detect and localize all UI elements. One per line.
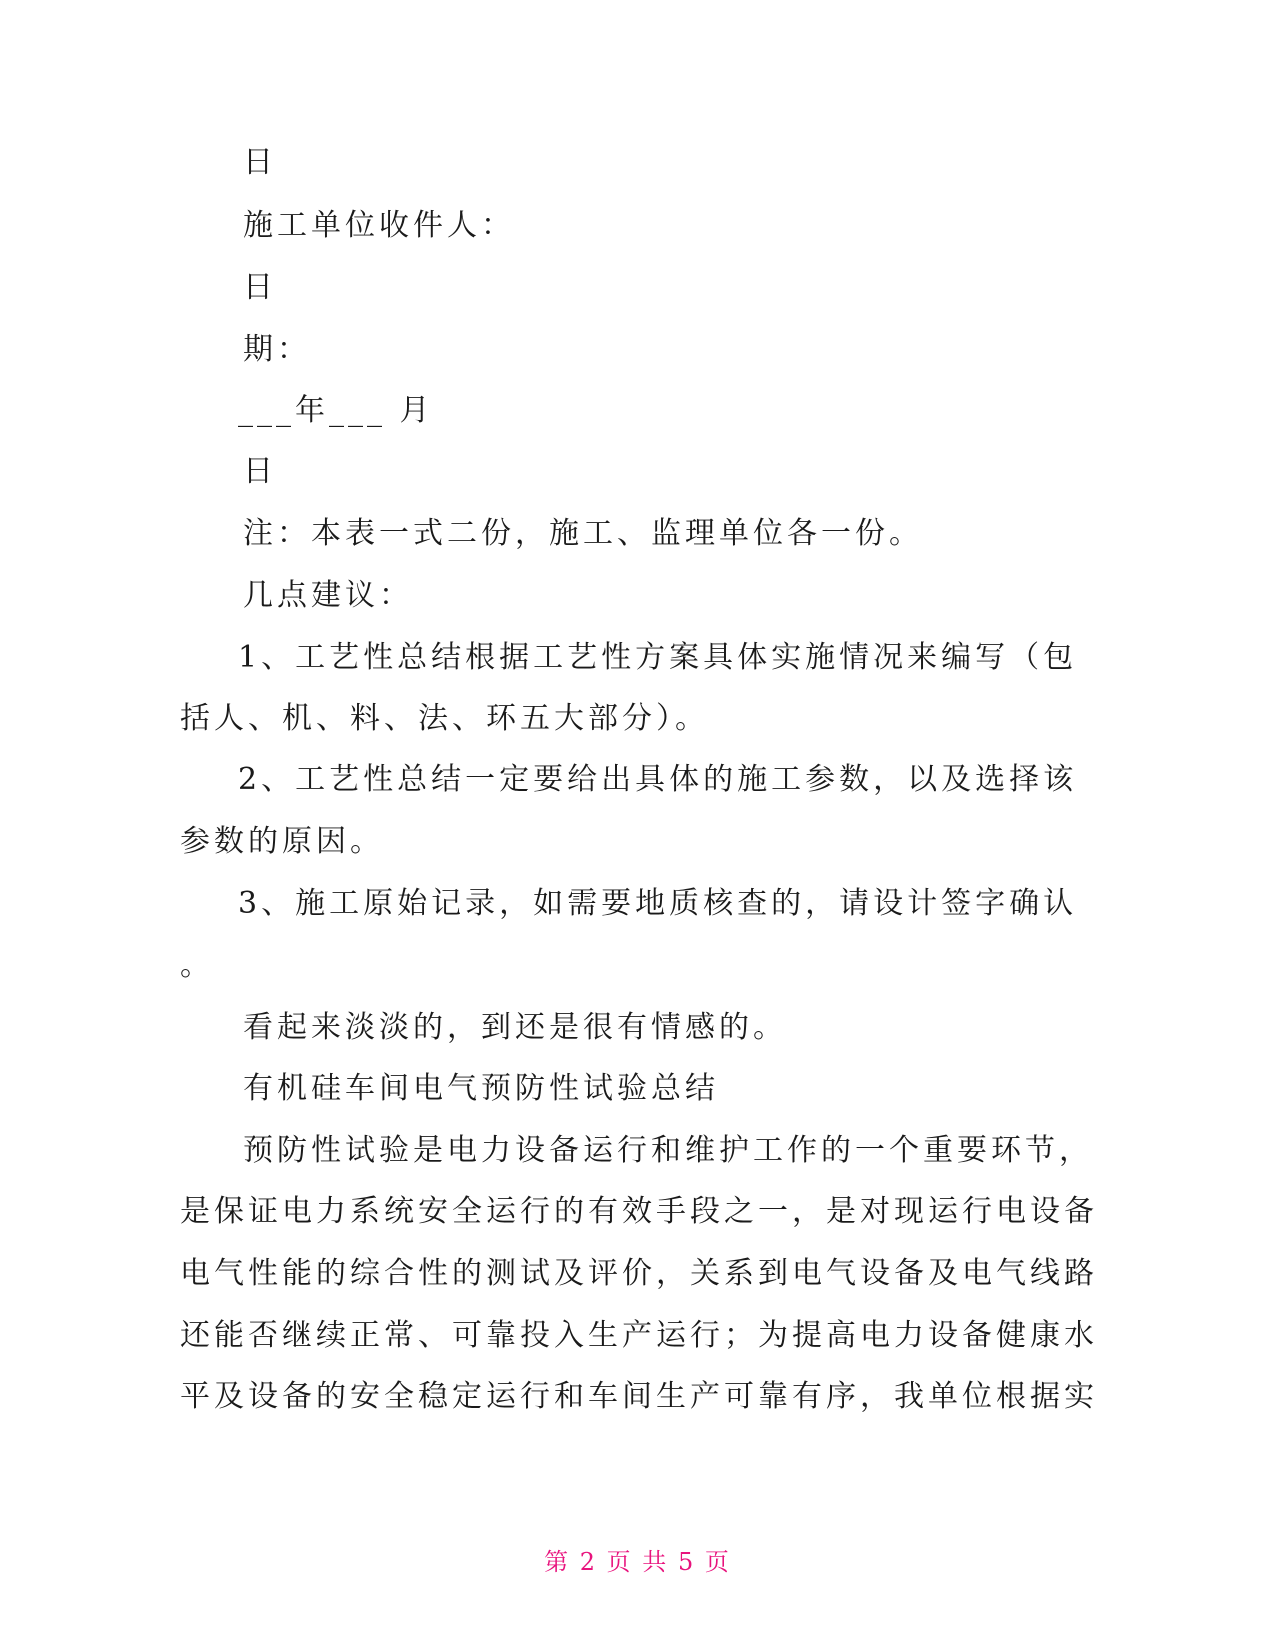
paragraph-line: 预防性试验是电力设备运行和维护工作的一个重要环节，: [243, 1133, 1093, 1168]
paragraph-line: 电气性能的综合性的测试及评价，关系到电气设备及电气线路: [180, 1256, 1098, 1291]
page-number-footer: 第 2 页 共 5 页: [544, 1548, 731, 1576]
text-line: 期：: [243, 332, 311, 367]
paragraph-line: 平及设备的安全稳定运行和车间生产可靠有序，我单位根据实: [180, 1379, 1098, 1414]
paragraph-line: 1、工艺性总结根据工艺性方案具体实施情况来编写（包: [238, 640, 1078, 675]
paragraph-line: 。: [180, 948, 214, 983]
paragraph-line: 3、施工原始记录，如需要地质核查的，请设计签字确认: [238, 886, 1078, 921]
text-line: 日: [243, 454, 277, 489]
note-line: 注：本表一式二份，施工、监理单位各一份。: [243, 516, 923, 551]
paragraph-line: 看起来淡淡的，到还是很有情感的。: [243, 1010, 787, 1045]
paragraph-line: 参数的原因。: [180, 824, 384, 859]
paragraph-line: 是保证电力系统安全运行的有效手段之一，是对现运行电设备: [180, 1194, 1098, 1229]
section-heading: 几点建议：: [243, 578, 413, 613]
article-title: 有机硅车间电气预防性试验总结: [243, 1071, 719, 1106]
paragraph-line: 2、工艺性总结一定要给出具体的施工参数，以及选择该: [238, 762, 1078, 797]
paragraph-line: 括人、机、料、法、环五大部分）。: [180, 701, 709, 736]
text-line: 日: [243, 145, 277, 180]
paragraph-line: 还能否继续正常、可靠投入生产运行；为提高电力设备健康水: [180, 1318, 1098, 1353]
text-line: 施工单位收件人：: [243, 208, 515, 243]
date-line: ___年___ 月: [238, 393, 434, 428]
text-line: 日: [243, 270, 277, 305]
